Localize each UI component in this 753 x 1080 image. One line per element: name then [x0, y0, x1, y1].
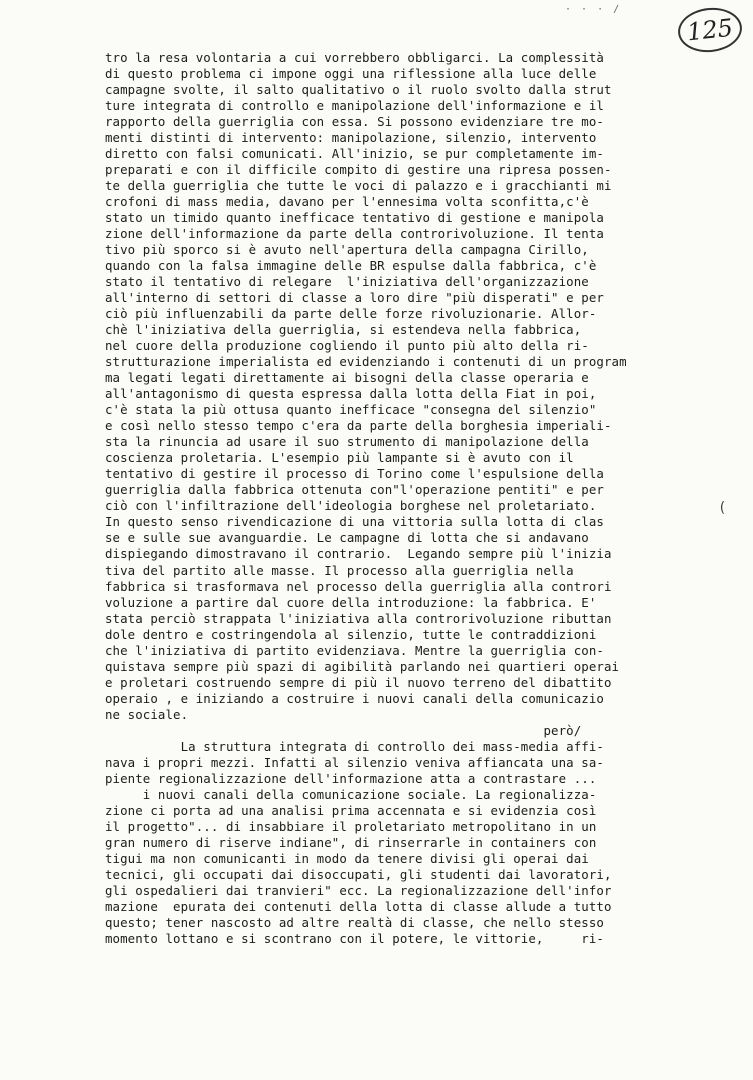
margin-mark: (: [718, 500, 727, 516]
top-mark: · · · /: [565, 4, 622, 15]
text-line: dole dentro e costringendola al silenzio, tutte le contraddizioni: [105, 626, 597, 642]
text-line: stato un timido quanto inefficace tentativo di gestione e manipola: [105, 210, 604, 226]
text-line: mazione epurata dei contenuti della lotta di classe allude a tutto: [105, 898, 612, 914]
text-line: crofoni di mass media, davano per l'ennesima volta sconfitta,c'è: [105, 194, 589, 210]
text-line: tro la resa volontaria a cui vorrebbero obbligarci. La complessità: [105, 50, 604, 65]
text-line: ne sociale.: [105, 706, 189, 722]
text-line: gran numero di riserve indiane", di rinserrarle in containers con: [105, 834, 597, 850]
text-line: voluzione a partire dal cuore della introduzione: la fabbrica. E': [105, 594, 597, 610]
text-line: campagne svolte, il salto qualitativo o il ruolo svolto dalla strut: [105, 82, 612, 98]
text-line: La struttura integrata di controllo dei mass-media affi-: [105, 738, 604, 754]
text-line: momento lottano e si scontrano con il potere, le vittorie, ri-: [105, 930, 604, 946]
text-line: chè l'iniziativa della guerriglia, si estendeva nella fabbrica,: [105, 322, 582, 338]
text-line: questo; tener nascosto ad altre realtà di classe, che nello stesso: [105, 914, 604, 930]
text-line: preparati e con il difficile compito di gestire una ripresa possen-: [105, 162, 612, 178]
text-line: stato il tentativo di relegare l'iniziativa dell'organizzazione: [105, 274, 589, 290]
text-line: e proletari costruendo sempre di più il nuovo terreno del dibattito: [105, 674, 612, 690]
text-line: zione ci porta ad una analisi prima accennata e si evidenzia così: [105, 802, 597, 818]
text-line: se e sulle sue avanguardie. Le campagne di lotta che si andavano: [105, 530, 589, 546]
text-line: menti distinti di intervento: manipolazione, silenzio, intervento: [105, 130, 597, 146]
text-line: guerriglia dalla fabbrica ottenuta con"l'operazione pentiti" e per: [105, 482, 604, 498]
text-line: strutturazione imperialista ed evidenziando i contenuti di un program: [105, 354, 627, 370]
text-line: all'antagonismo di questa espressa dalla lotta della Fiat in poi,: [105, 386, 597, 402]
text-line: gli ospedalieri dai tranvieri" ecc. La regionalizzazione dell'infor: [105, 882, 612, 898]
text-line: stata perciò strappata l'iniziativa alla controrivoluzione ributtan: [105, 610, 612, 626]
text-line: ma legati legati direttamente ai bisogni della classe operaria e: [105, 370, 589, 386]
page-number-stamp: 125: [676, 5, 744, 55]
text-line: dispiegando dimostravano il contrario. Legando sempre più l'inizia: [105, 546, 612, 562]
text-line: zione dell'informazione da parte della controrivoluzione. Il tenta: [105, 226, 604, 242]
text-line: tecnici, gli occupati dai disoccupati, gli studenti dai lavoratori,: [105, 866, 612, 882]
text-line: rapporto della guerriglia con essa. Si possono evidenziare tre mo-: [105, 114, 604, 130]
text-line: operaio , e iniziando a costruire i nuovi canali della comunicazio: [105, 690, 604, 706]
text-line: tiva del partito alle masse. Il processo alla guerriglia nella: [105, 562, 574, 578]
text-line: il progetto"... di insabbiare il proletariato metropolitano in un: [105, 818, 597, 834]
text-line: In questo senso rivendicazione di una vittoria sulla lotta di clas: [105, 514, 604, 530]
text-line: tivo più sporco si è avuto nell'apertura della campagna Cirillo,: [105, 242, 589, 258]
text-line: nel cuore della produzione cogliendo il punto più alto della ri-: [105, 338, 589, 354]
text-line: nava i propri mezzi. Infatti al silenzio veniva affiancata una sa-: [105, 754, 604, 770]
text-line: piente regionalizzazione dell'informazione atta a contrastare ...: [105, 770, 597, 786]
text-line: c'è stata la più ottusa quanto inefficace "consegna del silenzio": [105, 402, 597, 418]
text-line: ture integrata di controllo e manipolazione dell'informazione e il: [105, 98, 604, 114]
text-line: te della guerriglia che tutte le voci di palazzo e i gracchianti mi: [105, 178, 612, 194]
text-line: i nuovi canali della comunicazione sociale. La regionalizza-: [105, 786, 597, 802]
typewritten-body: [105, 50, 725, 947]
text-line: fabbrica si trasformava nel processo della guerriglia alla controri: [105, 578, 612, 594]
text-line: sta la rinuncia ad usare il suo strumento di manipolazione della: [105, 434, 589, 450]
text-line: quistava sempre più spazi di agibilità parlando nei quartieri operai: [105, 658, 620, 674]
text-line: tigui ma non comunicanti in modo da tenere divisi gli operai dai: [105, 850, 589, 866]
text-line: ciò più influenzabili da parte delle forze rivoluzionarie. Allor-: [105, 306, 597, 322]
text-line: di questo problema ci impone oggi una riflessione alla luce delle: [105, 66, 597, 82]
text-line: diretto con falsi comunicati. All'inizio, se pur completamente im-: [105, 146, 604, 162]
text-line: che l'iniziativa di partito evidenziava. Mentre la guerriglia con-: [105, 642, 604, 658]
text-line: tentativo di gestire il processo di Torino come l'espulsione della: [105, 466, 604, 482]
text-line: coscienza proletaria. L'esempio più lampante si è avuto con il: [105, 450, 574, 466]
text-line: però/: [105, 722, 582, 738]
text-line: ciò con l'infiltrazione dell'ideologia borghese nel proletariato.: [105, 498, 597, 514]
text-line: all'interno di settori di classe a loro dire "più disperati" e per: [105, 290, 604, 306]
text-line: e così nello stesso tempo c'era da parte della borghesia imperiali-: [105, 418, 612, 434]
text-line: quando con la falsa immagine delle BR espulse dalla fabbrica, c'è: [105, 258, 597, 274]
